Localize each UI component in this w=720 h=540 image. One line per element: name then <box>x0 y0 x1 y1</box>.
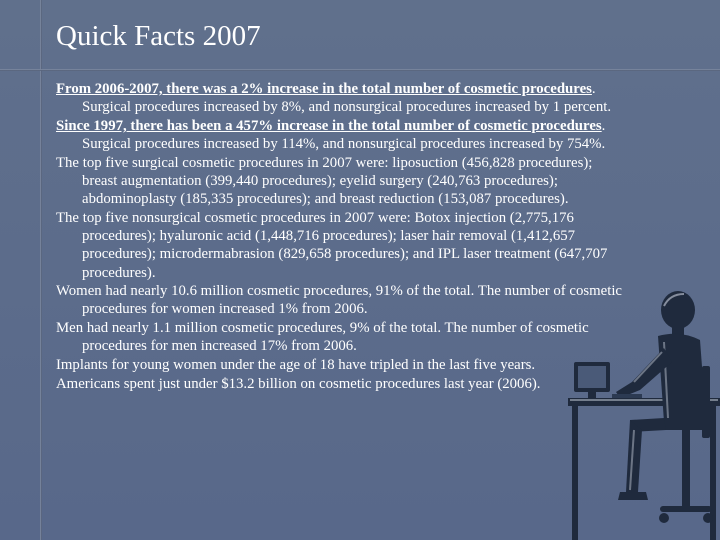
fact-text: . Surgical procedures increased by 8%, and nonsurgical procedures increased by 1 percent. <box>82 81 612 116</box>
fact-text: The top five nonsurgical cosmetic procedures in 2007 were: Botox injection (2,775,176 procedures); hyaluronic acid (1,448,716 procedures); laser hair removal (1,412,657 procedures); microdermabrasion (829,658 procedures); and IPL laser treatment (647,707 procedures). <box>56 209 608 281</box>
fact-item <box>56 117 626 153</box>
fact-item <box>56 80 626 116</box>
slide-title: Quick Facts 2007 <box>56 20 261 52</box>
fact-text: Americans spent just under $13.2 billion on cosmetic procedures last year (2006). <box>56 375 541 392</box>
fact-lead: Since 1997, there has been a 457% increase in the total number of cosmetic procedures <box>56 117 602 134</box>
person-at-computer-silhouette-icon <box>560 270 720 540</box>
facts-list <box>56 80 626 393</box>
fact-item <box>56 375 626 393</box>
fact-item <box>56 356 626 374</box>
fact-item <box>56 154 626 209</box>
fact-text: Men had nearly 1.1 million cosmetic procedures, 9% of the total. The number of cosmetic procedures for men increased 17% from 2006. <box>56 320 589 355</box>
fact-text: . Surgical procedures increased by 114%, and nonsurgical procedures increased by 754%. <box>82 117 606 153</box>
fact-item <box>56 319 626 355</box>
decorative-vertical-line <box>40 0 42 540</box>
fact-text: The top five surgical cosmetic procedures in 2007 were: liposuction (456,828 procedures); breast augmentation (399,440 procedures); eyelid surgery (240,763 procedures); abdominoplasty (185,335 procedures); and breast reduction (153,087 procedures). <box>56 154 593 208</box>
fact-item <box>56 282 626 318</box>
fact-lead: From 2006-2007, there was a 2% increase in the total number of cosmetic procedures <box>56 81 592 97</box>
decorative-horizontal-line <box>0 69 720 71</box>
fact-text: Implants for young women under the age of 18 have tripled in the last five years. <box>56 357 536 374</box>
fact-text: Women had nearly 10.6 million cosmetic procedures, 91% of the total. The number of cosmetic procedures for women increased 1% from 2006. <box>56 283 623 318</box>
fact-item <box>56 209 626 282</box>
